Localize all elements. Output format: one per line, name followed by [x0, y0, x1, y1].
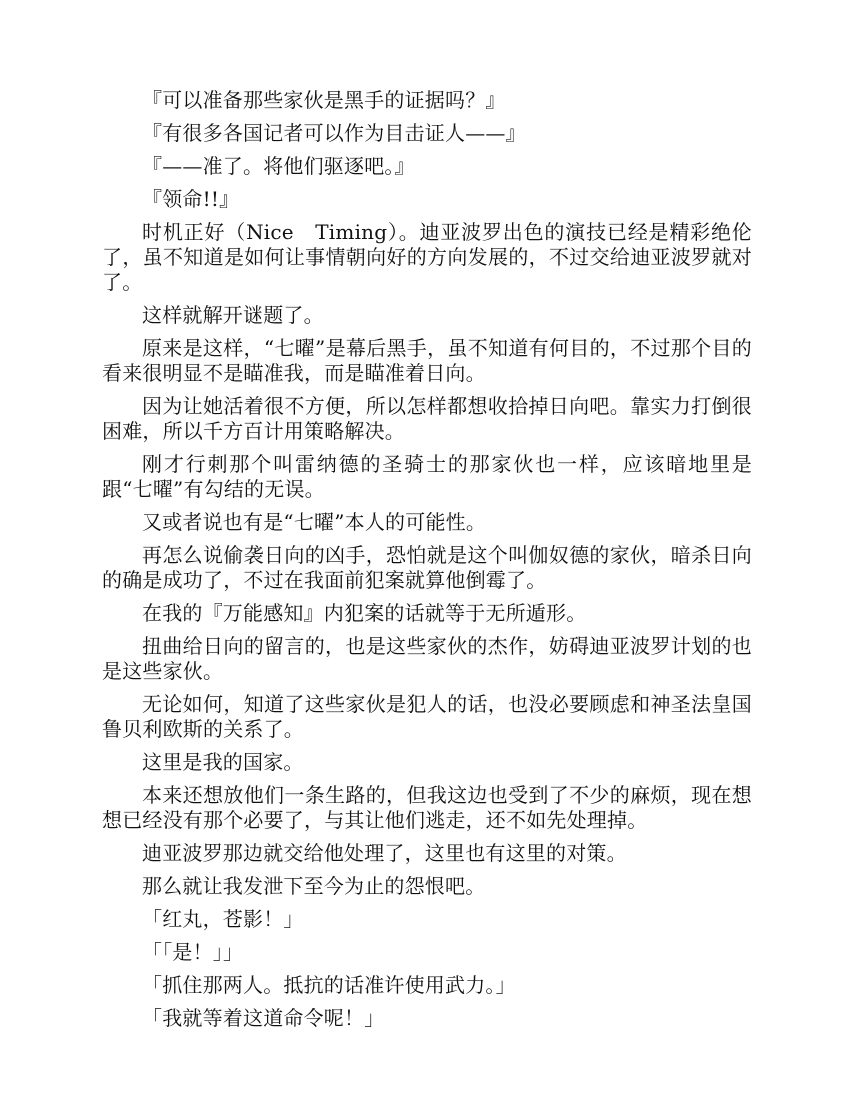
narration-paragraph: 这样就解开谜题了。: [142, 303, 324, 327]
dialogue-line: 『领命!!』: [142, 187, 240, 211]
dialogue-line: 『——准了。将他们驱逐吧。』: [142, 154, 415, 178]
narration-paragraph: 原来是这样，“七曜”是幕后黑手，虽不知道有何目的，不过那个目的看来很明显不是瞄准我，而是瞄准着日向。: [102, 336, 752, 385]
narration-paragraph: 刚才行刺那个叫雷纳德的圣骑士的那家伙也一样，应该暗地里是跟“七曜”有勾结的无误。: [102, 452, 752, 501]
dialogue-line: 『有很多各国记者可以作为目击证人——』: [142, 121, 526, 145]
narration-paragraph: 扭曲给日向的留言的，也是这些家伙的杰作，妨碍迪亚波罗计划的也是这些家伙。: [102, 634, 752, 683]
dialogue-line: 「我就等着这道命令呢！」: [142, 1006, 385, 1030]
narration-paragraph: 因为让她活着很不方便，所以怎样都想收拾掉日向吧。靠实力打倒很困难，所以千方百计用策略解决。: [102, 394, 752, 443]
narration-paragraph: 这里是我的国家。: [142, 750, 304, 774]
dialogue-line: 「「是！」」: [142, 940, 244, 964]
document-page: [102, 88, 752, 1039]
narration-paragraph: 本来还想放他们一条生路的，但我这边也受到了不少的麻烦，现在想想已经没有那个必要了，与其让他们逃走，还不如先处理掉。: [102, 783, 752, 832]
narration-paragraph: 无论如何，知道了这些家伙是犯人的话，也没必要顾虑和神圣法皇国鲁贝利欧斯的关系了。: [102, 692, 752, 741]
narration-paragraph: 那么就让我发泄下至今为止的怨恨吧。: [142, 874, 486, 898]
narration-paragraph: 时机正好（Nice Timing）。迪亚波罗出色的演技已经是精彩绝伦了，虽不知道是如何让事情朝向好的方向发展的，不过交给迪亚波罗就对了。: [102, 220, 752, 294]
narration-paragraph: 在我的『万能感知』内犯案的话就等于无所遁形。: [142, 601, 587, 625]
narration-paragraph: 迪亚波罗那边就交给他处理了，这里也有这里的对策。: [142, 841, 627, 865]
dialogue-line: 「红丸，苍影！」: [142, 907, 304, 931]
narration-paragraph: 又或者说也有是“七曜”本人的可能性。: [142, 510, 487, 534]
dialogue-line: 『可以准备那些家伙是黑手的证据吗？』: [142, 88, 506, 112]
narration-paragraph: 再怎么说偷袭日向的凶手，恐怕就是这个叫伽奴德的家伙，暗杀日向的确是成功了，不过在我面前犯案就算他倒霉了。: [102, 543, 752, 592]
dialogue-line: 「抓住那两人。抵抗的话准许使用武力。」: [142, 973, 516, 997]
